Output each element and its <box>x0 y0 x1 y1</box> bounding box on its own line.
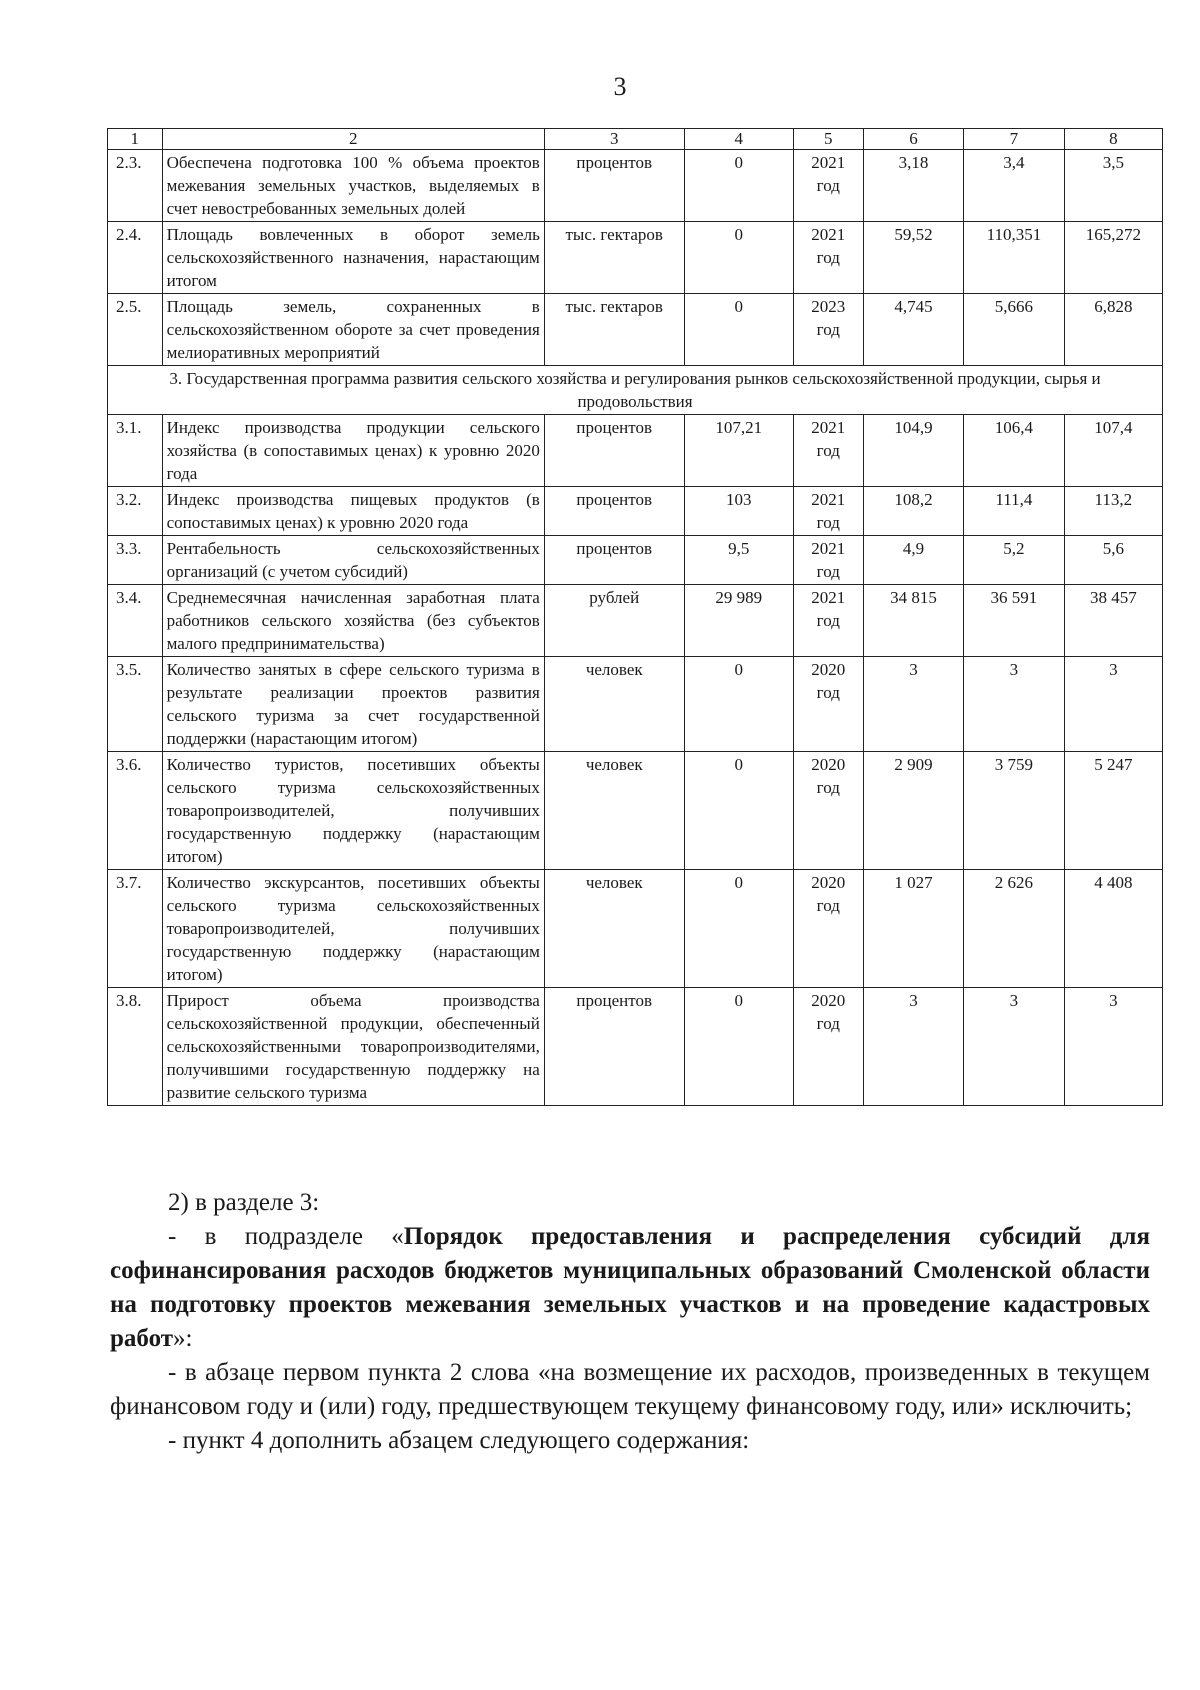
value-2022-cell: 104,9 <box>863 415 963 487</box>
base-value-cell: 103 <box>684 487 793 536</box>
year-word: год <box>816 320 840 339</box>
header-cell: 3 <box>544 129 684 150</box>
row-number: 3.6. <box>108 752 163 870</box>
paragraph-subsection <box>110 1220 1150 1356</box>
amendment-text <box>110 1186 1150 1458</box>
table-row <box>108 294 1163 366</box>
value-2022-cell: 59,52 <box>863 222 963 294</box>
indicator-name: Количество экскурсантов, посетивших объекты сельского туризма сельскохозяйственных товаропроизводителей, получивших государственную поддержку (нарастающим итогом) <box>162 870 544 988</box>
value-2023-cell: 3,4 <box>964 150 1064 222</box>
unit-cell: человек <box>544 870 684 988</box>
value-2023-cell: 36 591 <box>964 585 1064 657</box>
base-year-cell <box>793 536 863 585</box>
table-row <box>108 585 1163 657</box>
unit-cell: процентов <box>544 150 684 222</box>
value-2022-cell: 4,745 <box>863 294 963 366</box>
year-word: год <box>816 683 840 702</box>
indicator-name: Среднемесячная начисленная заработная плата работников сельского хозяйства (без субъектов малого предпринимательства) <box>162 585 544 657</box>
base-value-cell: 0 <box>684 752 793 870</box>
unit-cell: тыс. гектаров <box>544 222 684 294</box>
table-row <box>108 222 1163 294</box>
year-value: 2021 <box>811 418 846 437</box>
indicator-name: Площадь земель, сохраненных в сельскохозяйственном обороте за счет проведения мелиоративных мероприятий <box>162 294 544 366</box>
row-number: 3.1. <box>108 415 163 487</box>
page-number: 3 <box>613 72 627 101</box>
table-row <box>108 870 1163 988</box>
base-value-cell: 9,5 <box>684 536 793 585</box>
row-number: 3.4. <box>108 585 163 657</box>
base-year-cell <box>793 585 863 657</box>
year-value: 2020 <box>811 755 846 774</box>
unit-cell: процентов <box>544 487 684 536</box>
indicator-name: Рентабельность сельскохозяйственных организаций (с учетом субсидий) <box>162 536 544 585</box>
value-2024-cell: 5,6 <box>1064 536 1162 585</box>
row-number: 3.3. <box>108 536 163 585</box>
year-value: 2020 <box>811 660 846 679</box>
value-2024-cell: 5 247 <box>1064 752 1162 870</box>
subsection-title: Порядок предоставления и распределения субсидий для софинансирования расходов бюджетов муниципальных образований Смоленской области на подготовку проектов межевания земельных участков и на проведение кадастровых работ <box>110 1223 1150 1352</box>
base-year-cell <box>793 988 863 1106</box>
value-2022-cell: 4,9 <box>863 536 963 585</box>
indicator-name: Площадь вовлеченных в оборот земель сельскохозяйственного назначения, нарастающим итогом <box>162 222 544 294</box>
year-value: 2023 <box>811 297 846 316</box>
year-word: год <box>816 441 840 460</box>
unit-cell: человек <box>544 752 684 870</box>
value-2024-cell: 3,5 <box>1064 150 1162 222</box>
year-value: 2021 <box>811 588 846 607</box>
year-value: 2020 <box>811 991 846 1010</box>
table-row <box>108 487 1163 536</box>
base-year-cell <box>793 657 863 752</box>
year-word: год <box>816 1014 840 1033</box>
value-2023-cell: 3 759 <box>964 752 1064 870</box>
year-word: год <box>816 778 840 797</box>
year-word: год <box>816 176 840 195</box>
base-year-cell <box>793 487 863 536</box>
row-number: 2.4. <box>108 222 163 294</box>
row-number: 2.3. <box>108 150 163 222</box>
paragraph-section-3: 2) в разделе 3: <box>168 1189 320 1216</box>
indicators-table <box>107 128 1163 1106</box>
value-2023-cell: 110,351 <box>964 222 1064 294</box>
unit-cell: тыс. гектаров <box>544 294 684 366</box>
value-2023-cell: 2 626 <box>964 870 1064 988</box>
value-2024-cell: 4 408 <box>1064 870 1162 988</box>
table-row <box>108 657 1163 752</box>
base-value-cell: 0 <box>684 222 793 294</box>
base-value-cell: 0 <box>684 988 793 1106</box>
value-2024-cell: 3 <box>1064 988 1162 1106</box>
year-word: год <box>816 562 840 581</box>
paragraph-point-2: - в абзаце первом пункта 2 слова «на возмещение их расходов, произведенных в текущем финансовом году и (или) году, предшествующем текущему финансовому году, или» исключить; <box>110 1359 1150 1420</box>
unit-cell: человек <box>544 657 684 752</box>
header-cell: 5 <box>793 129 863 150</box>
row-number: 3.2. <box>108 487 163 536</box>
value-2024-cell: 6,828 <box>1064 294 1162 366</box>
row-number: 3.8. <box>108 988 163 1106</box>
base-year-cell <box>793 870 863 988</box>
indicator-name: Прирост объема производства сельскохозяйственной продукции, обеспеченный сельскохозяйственными товаропроизводителями, получившими государственную поддержку на развитие сельского туризма <box>162 988 544 1106</box>
header-cell: 6 <box>863 129 963 150</box>
table-row <box>108 150 1163 222</box>
table-row <box>108 752 1163 870</box>
unit-cell: процентов <box>544 415 684 487</box>
header-cell: 1 <box>108 129 163 150</box>
value-2024-cell: 38 457 <box>1064 585 1162 657</box>
value-2022-cell: 2 909 <box>863 752 963 870</box>
base-value-cell: 0 <box>684 657 793 752</box>
table-row <box>108 536 1163 585</box>
row-number: 3.7. <box>108 870 163 988</box>
value-2022-cell: 108,2 <box>863 487 963 536</box>
header-cell: 8 <box>1064 129 1162 150</box>
row-number: 3.5. <box>108 657 163 752</box>
year-value: 2021 <box>811 490 846 509</box>
year-word: год <box>816 896 840 915</box>
value-2024-cell: 113,2 <box>1064 487 1162 536</box>
value-2022-cell: 3 <box>863 657 963 752</box>
base-year-cell <box>793 222 863 294</box>
year-word: год <box>816 611 840 630</box>
table-row <box>108 415 1163 487</box>
value-2023-cell: 5,2 <box>964 536 1064 585</box>
paragraph-point-4: - пункт 4 дополнить абзацем следующего содержания: <box>168 1427 750 1454</box>
base-year-cell <box>793 150 863 222</box>
value-2024-cell: 165,272 <box>1064 222 1162 294</box>
value-2022-cell: 3,18 <box>863 150 963 222</box>
table-row <box>108 988 1163 1106</box>
year-word: год <box>816 248 840 267</box>
year-value: 2021 <box>811 225 846 244</box>
indicator-name: Количество занятых в сфере сельского туризма в результате реализации проектов развития сельского туризма за счет государственной поддержки (нарастающим итогом) <box>162 657 544 752</box>
base-value-cell: 0 <box>684 150 793 222</box>
value-2022-cell: 3 <box>863 988 963 1106</box>
indicator-name: Индекс производства продукции сельского хозяйства (в сопоставимых ценах) к уровню 2020 года <box>162 415 544 487</box>
value-2024-cell: 107,4 <box>1064 415 1162 487</box>
unit-cell: процентов <box>544 536 684 585</box>
base-year-cell <box>793 294 863 366</box>
base-value-cell: 0 <box>684 294 793 366</box>
year-word: год <box>816 513 840 532</box>
unit-cell: рублей <box>544 585 684 657</box>
header-cell: 2 <box>162 129 544 150</box>
value-2023-cell: 106,4 <box>964 415 1064 487</box>
base-year-cell <box>793 415 863 487</box>
value-2023-cell: 3 <box>964 988 1064 1106</box>
table-header-row <box>108 129 1163 150</box>
indicator-name: Обеспечена подготовка 100 % объема проектов межевания земельных участков, выделяемых в счет невостребованных земельных долей <box>162 150 544 222</box>
base-value-cell: 29 989 <box>684 585 793 657</box>
indicator-name: Количество туристов, посетивших объекты сельского туризма сельскохозяйственных товаропроизводителей, получивших государственную поддержку (нарастающим итогом) <box>162 752 544 870</box>
value-2023-cell: 5,666 <box>964 294 1064 366</box>
subsection-prefix: - в подразделе « <box>168 1223 404 1250</box>
row-number: 2.5. <box>108 294 163 366</box>
subsection-suffix: »: <box>173 1325 193 1352</box>
base-value-cell: 107,21 <box>684 415 793 487</box>
value-2022-cell: 34 815 <box>863 585 963 657</box>
year-value: 2021 <box>811 153 846 172</box>
year-value: 2021 <box>811 539 846 558</box>
value-2023-cell: 111,4 <box>964 487 1064 536</box>
section-title: 3. Государственная программа развития сельского хозяйства и регулирования рынков сельскохозяйственной продукции, сырья и продовольствия <box>108 366 1163 415</box>
header-cell: 4 <box>684 129 793 150</box>
section-row <box>108 366 1163 415</box>
base-year-cell <box>793 752 863 870</box>
base-value-cell: 0 <box>684 870 793 988</box>
value-2024-cell: 3 <box>1064 657 1162 752</box>
unit-cell: процентов <box>544 988 684 1106</box>
year-value: 2020 <box>811 873 846 892</box>
value-2023-cell: 3 <box>964 657 1064 752</box>
value-2022-cell: 1 027 <box>863 870 963 988</box>
indicator-name: Индекс производства пищевых продуктов (в сопоставимых ценах) к уровню 2020 года <box>162 487 544 536</box>
header-cell: 7 <box>964 129 1064 150</box>
